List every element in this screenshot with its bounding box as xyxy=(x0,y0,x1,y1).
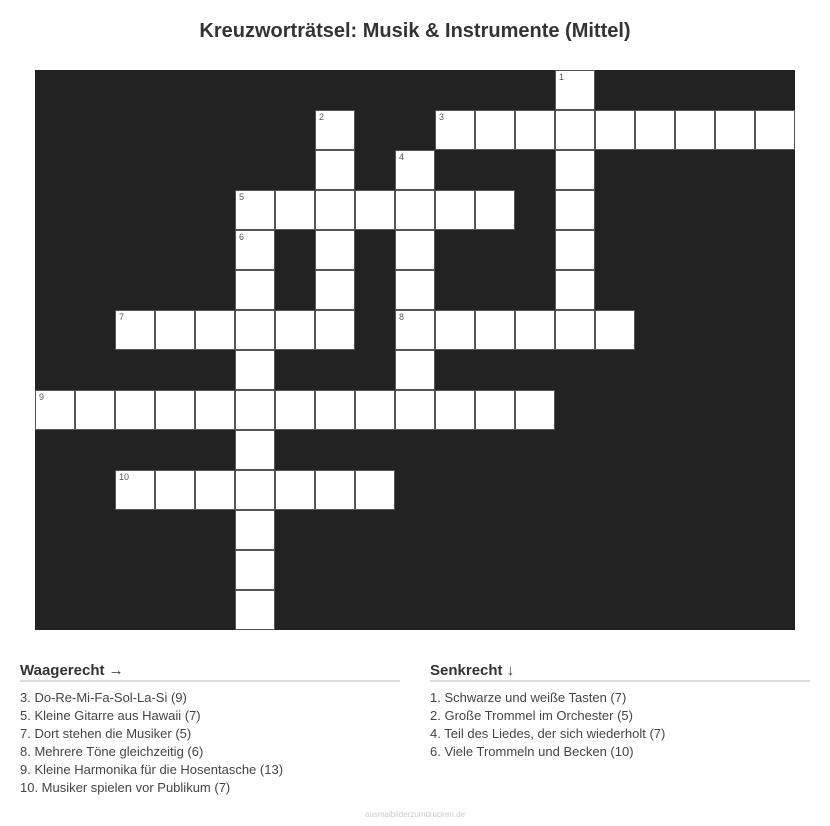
grid-cell[interactable] xyxy=(635,110,675,150)
grid-cell[interactable] xyxy=(195,310,235,350)
grid-cell[interactable] xyxy=(235,590,275,630)
grid-cell[interactable] xyxy=(395,190,435,230)
down-heading: Senkrecht ↓ xyxy=(430,662,810,682)
grid-cell[interactable] xyxy=(395,230,435,270)
down-clue: 6. Viele Trommeln und Becken (10) xyxy=(430,744,634,759)
clue-number: 2 xyxy=(319,112,325,122)
grid-cell[interactable] xyxy=(595,310,635,350)
clue-number: 10 xyxy=(119,472,130,482)
across-clues xyxy=(20,662,400,797)
grid-cell[interactable] xyxy=(555,230,595,270)
grid-cell[interactable] xyxy=(275,190,315,230)
down-clue: 1. Schwarze und weiße Tasten (7) xyxy=(430,690,627,705)
grid-cell[interactable] xyxy=(235,230,275,270)
grid-cell[interactable] xyxy=(155,390,195,430)
grid-cell[interactable] xyxy=(275,470,315,510)
grid-cell[interactable] xyxy=(515,110,555,150)
clue-number: 4 xyxy=(399,152,405,162)
grid-cell[interactable] xyxy=(555,150,595,190)
down-clue: 4. Teil des Liedes, der sich wiederholt (7) xyxy=(430,726,666,741)
clue-number: 9 xyxy=(39,392,45,402)
grid-cell[interactable] xyxy=(435,310,475,350)
grid-cell[interactable] xyxy=(115,390,155,430)
grid-cell[interactable] xyxy=(515,390,555,430)
grid-cell[interactable] xyxy=(275,390,315,430)
grid-cell[interactable] xyxy=(235,270,275,310)
grid-cell[interactable] xyxy=(35,390,75,430)
grid-cell[interactable] xyxy=(75,390,115,430)
grid-cell[interactable] xyxy=(195,470,235,510)
grid-cell[interactable] xyxy=(315,270,355,310)
grid-cell[interactable] xyxy=(235,510,275,550)
grid-cell[interactable] xyxy=(235,190,275,230)
grid-cell[interactable] xyxy=(435,110,475,150)
grid-cell[interactable] xyxy=(115,470,155,510)
grid-cell[interactable] xyxy=(555,270,595,310)
grid-cell[interactable] xyxy=(435,190,475,230)
grid-cell[interactable] xyxy=(395,390,435,430)
grid-cell[interactable] xyxy=(395,350,435,390)
grid-cell[interactable] xyxy=(475,310,515,350)
page-title: Kreuzworträtsel: Musik & Instrumente (Mittel) xyxy=(199,20,631,42)
across-clue: 8. Mehrere Töne gleichzeitig (6) xyxy=(20,744,204,759)
grid-cell[interactable] xyxy=(315,150,355,190)
grid-cell[interactable] xyxy=(395,310,435,350)
grid-cell[interactable] xyxy=(595,110,635,150)
grid-cell[interactable] xyxy=(675,110,715,150)
clue-number: 8 xyxy=(399,312,405,322)
across-heading: Waagerecht → xyxy=(20,662,400,682)
grid-cell[interactable] xyxy=(555,110,595,150)
grid-cell[interactable] xyxy=(235,430,275,470)
grid-cell[interactable] xyxy=(115,310,155,350)
grid-cell[interactable] xyxy=(435,390,475,430)
grid-cell[interactable] xyxy=(555,190,595,230)
clue-number: 7 xyxy=(119,312,125,322)
grid-cell[interactable] xyxy=(235,350,275,390)
clue-number: 1 xyxy=(559,72,565,82)
across-clue: 7. Dort stehen die Musiker (5) xyxy=(20,726,192,741)
grid-cell[interactable] xyxy=(355,390,395,430)
grid-cell[interactable] xyxy=(555,70,595,110)
across-clue: 5. Kleine Gitarre aus Hawaii (7) xyxy=(20,708,201,723)
grid-cell[interactable] xyxy=(475,390,515,430)
grid-cell[interactable] xyxy=(355,190,395,230)
grid-cell[interactable] xyxy=(475,190,515,230)
grid-cell[interactable] xyxy=(555,310,595,350)
grid-cell[interactable] xyxy=(235,470,275,510)
grid-cell[interactable] xyxy=(395,150,435,190)
grid-cell[interactable] xyxy=(355,470,395,510)
grid-cell[interactable] xyxy=(155,310,195,350)
grid-cell[interactable] xyxy=(235,390,275,430)
grid-cell[interactable] xyxy=(475,110,515,150)
grid-cell[interactable] xyxy=(315,190,355,230)
grid-cell[interactable] xyxy=(515,310,555,350)
across-clue: 10. Musiker spielen vor Publikum (7) xyxy=(20,780,231,795)
down-clues xyxy=(430,662,810,761)
grid-cell[interactable] xyxy=(195,390,235,430)
footer-credit: ausmalbilderzumdrucken.de xyxy=(364,810,466,819)
grid-cell[interactable] xyxy=(315,230,355,270)
across-clue: 9. Kleine Harmonika für die Hosentasche (13) xyxy=(20,762,284,777)
grid-cell[interactable] xyxy=(315,390,355,430)
grid-cell[interactable] xyxy=(235,310,275,350)
grid-cell[interactable] xyxy=(275,310,315,350)
crossword-grid xyxy=(35,70,795,630)
clue-number: 6 xyxy=(239,232,245,242)
grid-cell[interactable] xyxy=(315,310,355,350)
across-clue: 3. Do-Re-Mi-Fa-Sol-La-Si (9) xyxy=(20,690,187,705)
grid-cell[interactable] xyxy=(235,550,275,590)
grid-cell[interactable] xyxy=(715,110,755,150)
grid-cell[interactable] xyxy=(755,110,795,150)
clue-number: 3 xyxy=(439,112,445,122)
grid-cell[interactable] xyxy=(395,270,435,310)
grid-cell[interactable] xyxy=(315,470,355,510)
grid-cell[interactable] xyxy=(315,110,355,150)
clue-number: 5 xyxy=(239,192,245,202)
grid-cell[interactable] xyxy=(155,470,195,510)
down-clue: 2. Große Trommel im Orchester (5) xyxy=(430,708,633,723)
